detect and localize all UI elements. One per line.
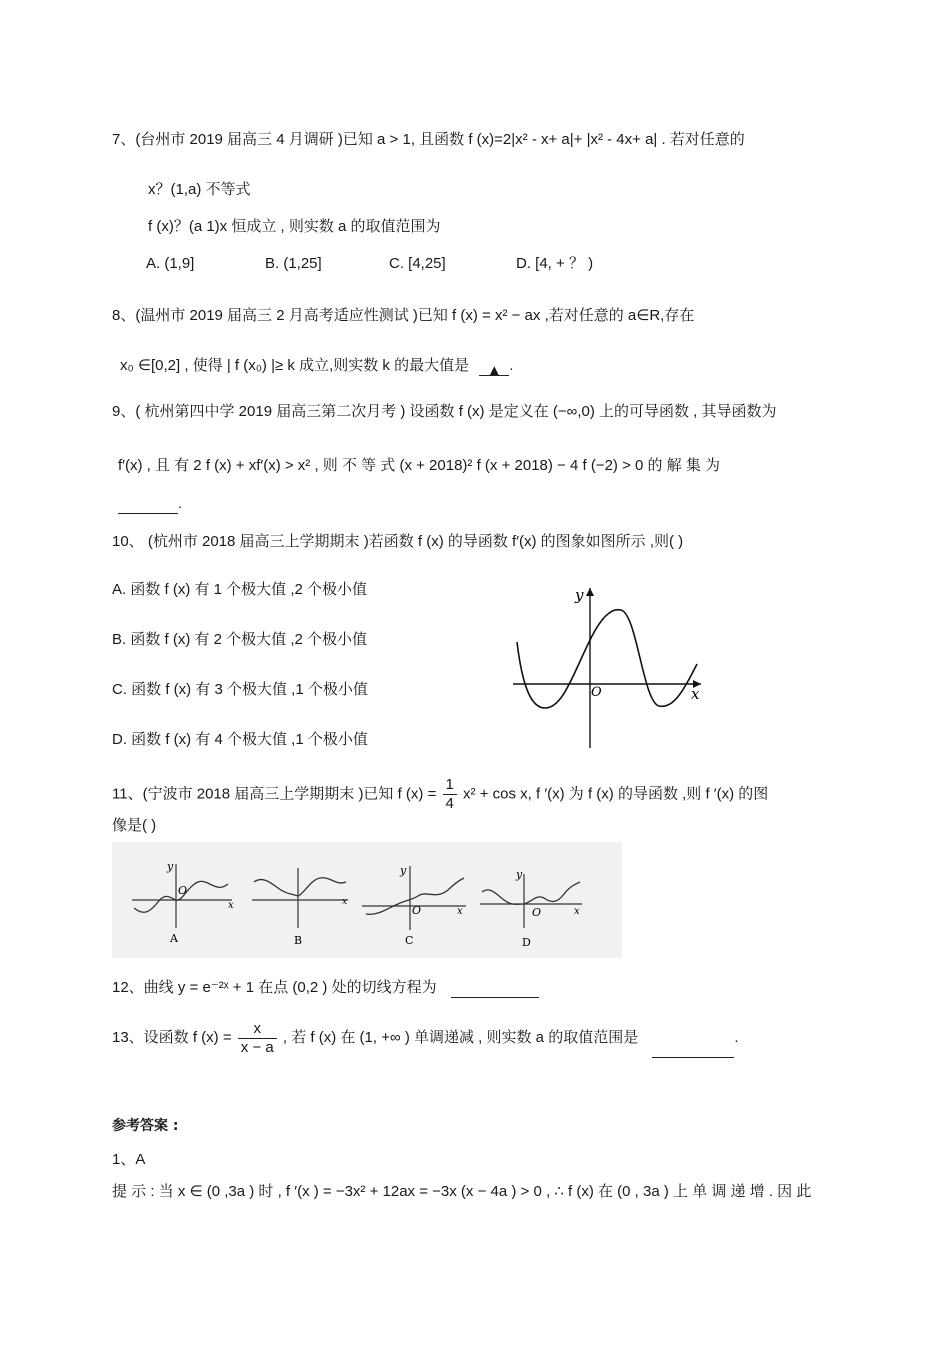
q7-option-c: C. [4,25] — [389, 255, 446, 272]
svg-text:x: x — [342, 897, 348, 907]
q11-graph-a — [132, 860, 234, 945]
q11-text-post: x² + cos x, f ′(x) 为 f (x) 的导函数 ,则 f ′(x) 的图 — [463, 785, 769, 803]
q10-option-b: B. 函数 f (x) 有 2 个极大值 ,2 个极小值 — [112, 631, 368, 648]
q8-line2-text: x₀ ∈[0,2] , 使得 | f (x₀) |≥ k 成立,则实数 k 的最大值是 — [120, 357, 470, 374]
q7-line2: x？(1,a) 不等式 — [148, 181, 251, 198]
q8-line2-end: . — [509, 357, 514, 374]
answer-1: 1、A — [112, 1151, 146, 1168]
q12-text: 12、曲线 y = e⁻²ˣ + 1 在点 (0,2 ) 处的切线方程为 — [112, 979, 437, 996]
q11-choice-graphs — [112, 842, 622, 958]
answer-1-hint: 提 示 : 当 x ∈ (0 ,3a ) 时 , f ′(x ) = −3x² + 12ax = −3x (x − 4a ) > 0 , ∴ f (x) 在 (0 , 3a ) 上 单 调 递 增 . 因 此 — [112, 1183, 812, 1200]
q11-line2: 像是( ) — [112, 817, 157, 834]
q10-option-d: D. 函数 f (x) 有 4 个极大值 ,1 个极小值 — [112, 731, 368, 748]
svg-text:x: x — [457, 906, 463, 917]
q9-line3-end: . — [178, 495, 183, 512]
q11-text-pre: 11、(宁波市 2018 届高三上学期期末 )已知 f (x) = — [112, 785, 437, 803]
q11-label-a: A — [170, 932, 178, 945]
q11-graph-d — [480, 868, 582, 949]
svg-text:y: y — [516, 868, 523, 881]
q11-frac-num: 1 — [443, 776, 457, 795]
q11-fraction — [443, 776, 457, 813]
q7-line3: f (x)？(a 1)x 恒成立 , 则实数 a 的取值范围为 — [148, 218, 441, 235]
q8-line2 — [120, 356, 514, 379]
q11-graph-c — [362, 864, 466, 947]
q7-line1: 7、(台州市 2019 届高三 4 月调研 )已知 a > 1, 且函数 f (x)=2|x² - x+ a|+ |x² - 4x+ a| . 若对任意的 — [112, 131, 745, 148]
q9-line2: f′(x) , 且 有 2 f (x) + xf′(x) > x² , 则 不 等 式 (x + 2018)² f (x + 2018) − 4 f (−2) > 0 的 解 集 为 — [118, 457, 721, 474]
q10-option-a: A. 函数 f (x) 有 1 个极大值 ,2 个极小值 — [112, 581, 368, 598]
q9-answer-blank — [118, 499, 178, 514]
q12-answer-blank — [451, 983, 539, 998]
q13-frac-den: x − a — [240, 1038, 274, 1056]
q13-text-pre: 13、设函数 f (x) = — [112, 1029, 232, 1046]
svg-text:O: O — [412, 904, 422, 917]
q11-label-c: C — [405, 934, 414, 947]
answers-heading: 参考答案 : — [112, 1118, 179, 1134]
q13-answer-blank — [652, 1043, 734, 1058]
q7-option-d: D. [4, + ？ ) — [516, 255, 594, 272]
q11-graph-b — [252, 868, 348, 947]
svg-text:x: x — [574, 906, 580, 917]
q7-option-a: A. (1,9] — [146, 255, 195, 272]
q10-origin-label: O — [591, 685, 602, 700]
q7-option-b: B. (1,25] — [265, 255, 322, 272]
svg-text:y: y — [400, 864, 407, 877]
q11-line1 — [112, 776, 768, 813]
svg-text:O: O — [532, 906, 542, 919]
svg-text:y: y — [167, 860, 174, 873]
q12-line — [112, 978, 539, 998]
svg-text:x: x — [228, 900, 234, 911]
triangle-marker-icon: ▲ — [486, 362, 502, 379]
q10-option-c: C. 函数 f (x) 有 3 个极大值 ,1 个极小值 — [112, 681, 368, 698]
q9-line1: 9、( 杭州第四中学 2019 届高三第二次月考 ) 设函数 f (x) 是定义在 (−∞,0) 上的可导函数 , 其导函数为 — [112, 403, 777, 420]
q10-y-arrow-icon — [586, 588, 594, 596]
q11-label-b: B — [294, 934, 303, 947]
q10-x-label: x — [691, 685, 700, 703]
q9-line3 — [118, 494, 182, 514]
q13-frac-num: x — [238, 1020, 277, 1039]
q11-frac-den: 4 — [445, 795, 454, 812]
q13-end: . — [734, 1029, 739, 1046]
q10-y-label: y — [575, 586, 584, 604]
q8-answer-blank — [479, 361, 509, 379]
svg-text:O: O — [178, 884, 188, 897]
q13-fraction — [238, 1020, 277, 1057]
q10-stem: 10、 (杭州市 2018 届高三上学期期末 )若函数 f (x) 的导函数 f′(x) 的图象如图所示 ,则( ) — [112, 533, 684, 550]
q10-derivative-curve — [517, 610, 697, 708]
q8-line1: 8、(温州市 2019 届高三 2 月高考适应性测试 )已知 f (x) = x² − ax ,若对任意的 a∈R,存在 — [112, 307, 695, 324]
q13-line — [112, 1018, 739, 1058]
q10-derivative-graph — [505, 582, 705, 752]
q11-label-d: D — [522, 936, 531, 949]
q13-text-post: , 若 f (x) 在 (1, +∞ ) 单调递减 , 则实数 a 的取值范围是 — [282, 1029, 639, 1046]
